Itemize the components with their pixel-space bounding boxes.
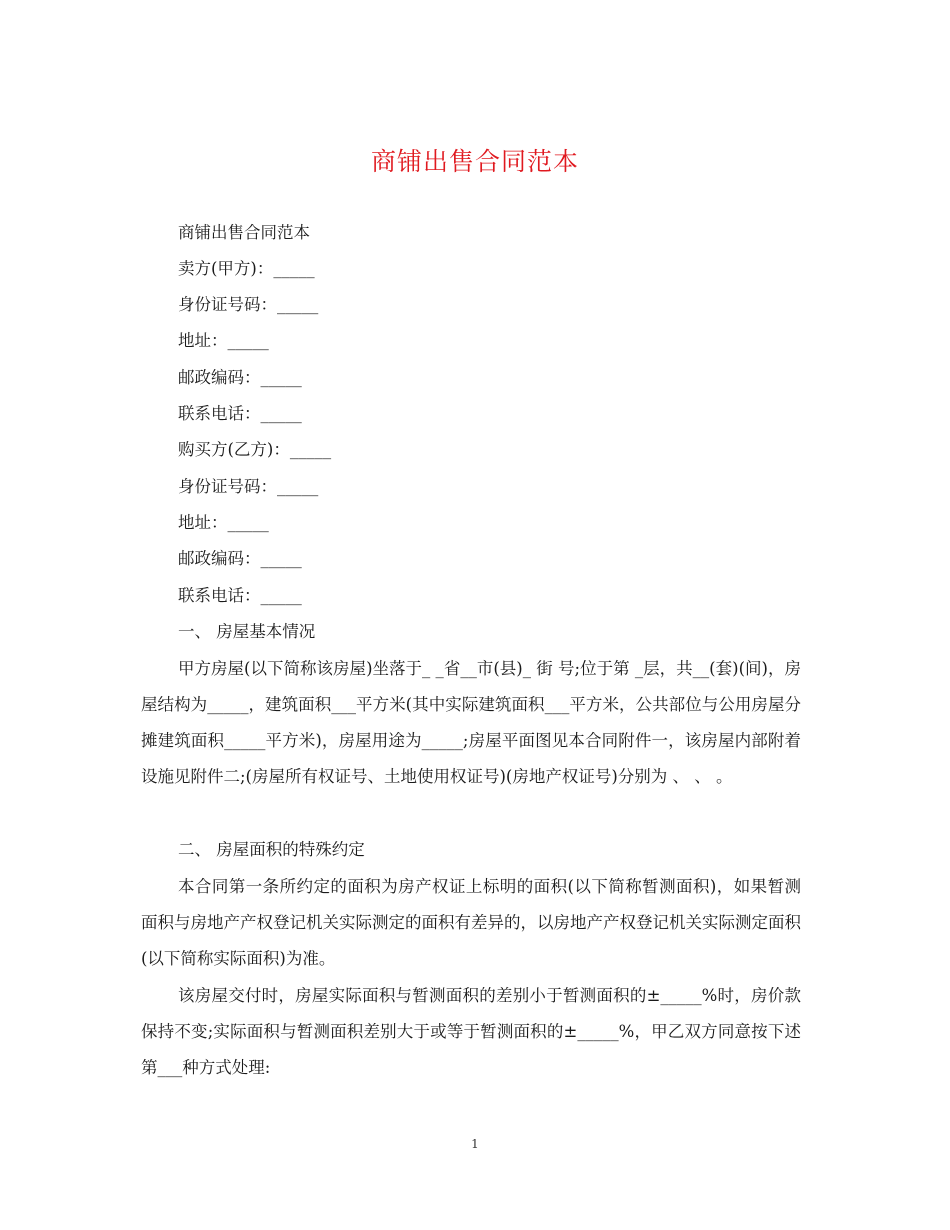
seller-postcode-line: 邮政编码：_____ <box>178 368 302 387</box>
buyer-id-line: 身份证号码：_____ <box>178 477 319 496</box>
seller-address-line: 地址：_____ <box>178 331 269 350</box>
section1-paragraph: 甲方房屋(以下简称该房屋)坐落于_ _省__市(县)_ 街 号;位于第 _层，共__(套)(间)，房屋结构为_____，建筑面积___平方米(其中实际建筑面积___平方米，公共部位与公用房屋分摊建筑面积_____平方米)，房屋用途为_____;房屋平面图见本合同附件一，该房屋内部附着设施见附件二;(房屋所有权证号、土地使用权证号)(房地产权证号)分别为 、 、 。 <box>141 659 801 786</box>
section2-heading: 二、 房屋面积的特殊约定 <box>178 840 365 859</box>
seller-id-line: 身份证号码：_____ <box>178 295 319 314</box>
buyer-postcode-line: 邮政编码：_____ <box>178 549 302 568</box>
header-line-contract-name: 商铺出售合同范本 <box>178 223 310 242</box>
buyer-phone-line: 联系电话：_____ <box>178 586 302 605</box>
seller-phone-line: 联系电话：_____ <box>178 404 302 423</box>
section2-paragraph-area-difference: 该房屋交付时，房屋实际面积与暂测面积的差别小于暂测面积的±_____%时，房价款保持不变;实际面积与暂测面积差别大于或等于暂测面积的±_____%，甲乙双方同意按下述第___种方式处理: <box>141 986 801 1077</box>
buyer-address-line: 地址：_____ <box>178 513 269 532</box>
page-number: 1 <box>471 1137 479 1151</box>
section2-paragraph-area-definition: 本合同第一条所约定的面积为房产权证上标明的面积(以下简称暂测面积)，如果暂测面积与房地产产权登记机关实际测定的面积有差异的，以房地产产权登记机关实际测定面积(以下简称实际面积)为准。 <box>141 877 801 968</box>
buyer-name-line: 购买方(乙方)：_____ <box>178 440 332 459</box>
document-title: 商铺出售合同范本 <box>370 147 579 176</box>
seller-name-line: 卖方(甲方)：_____ <box>178 259 315 278</box>
section1-heading: 一、 房屋基本情况 <box>178 622 316 641</box>
